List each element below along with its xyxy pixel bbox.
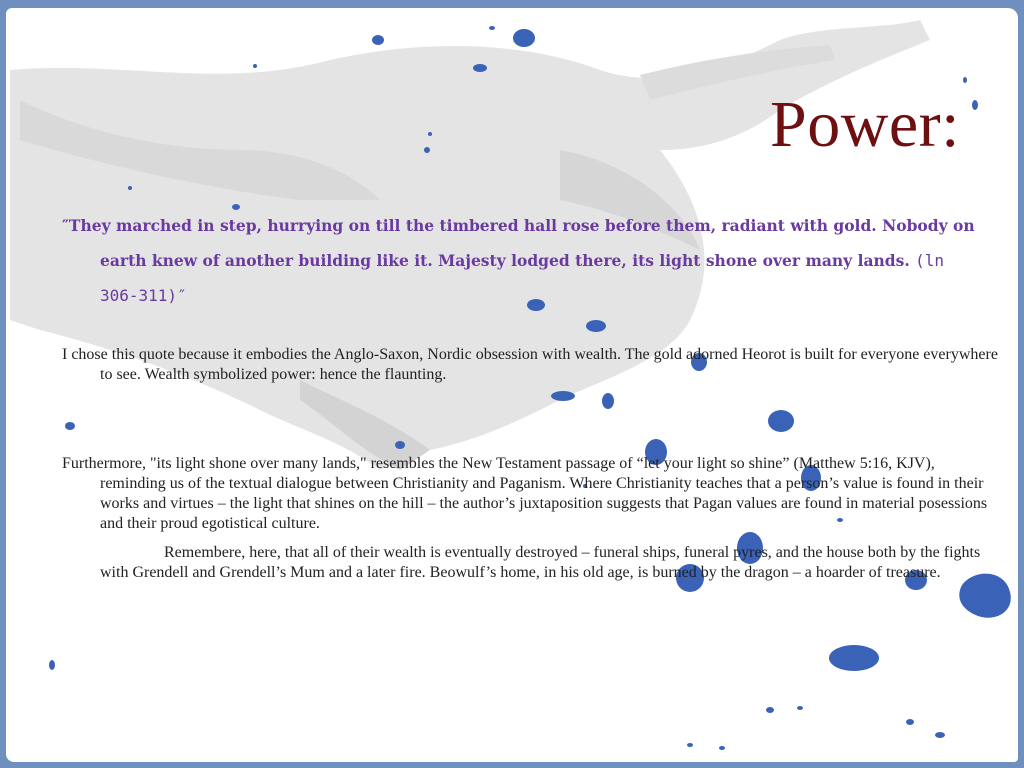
slide-title: Power: [770, 88, 960, 161]
paragraph-wealth-destroyed: Remembere, here, that all of their wealth is eventually destroyed – funeral ships, funeral pyres, and the house both by the fights with Grendell and Grendell’s Mum and a later fire. Beowulf’s home, in his old age, is burned by the dragon – a hoarder of treasure. [100, 544, 981, 581]
quote-citation: (ln 306-311)″ [100, 251, 945, 305]
paragraph-quote-reason: I chose this quote because it embodies the Anglo-Saxon, Nordic obsession with wealth. The gold adorned Heorot is built for everyone everywhere to see. Wealth symbolized power: hence the flaunting. [62, 346, 998, 383]
quote-text: ″They marched in step, hurrying on till the timbered hall rose before them, radiant with gold. Nobody on earth knew of another building like it. Majesty lodged there, its light shone over many lands. [62, 216, 975, 270]
paragraph-new-testament: Furthermore, "its light shone over many lands," resembles the New Testament passage of “let your light so shine” (Matthew 5:16, KJV), reminding us of the textual dialogue between Christianity and Paganism. Where Christianity teaches that a person’s value is found in their works and virtues – the light that shines on the hill – the author’s juxtaposition suggests that Pagan values are found in material posessions and their proud egotistical culture. [62, 455, 988, 532]
beowulf-quote [62, 208, 980, 313]
